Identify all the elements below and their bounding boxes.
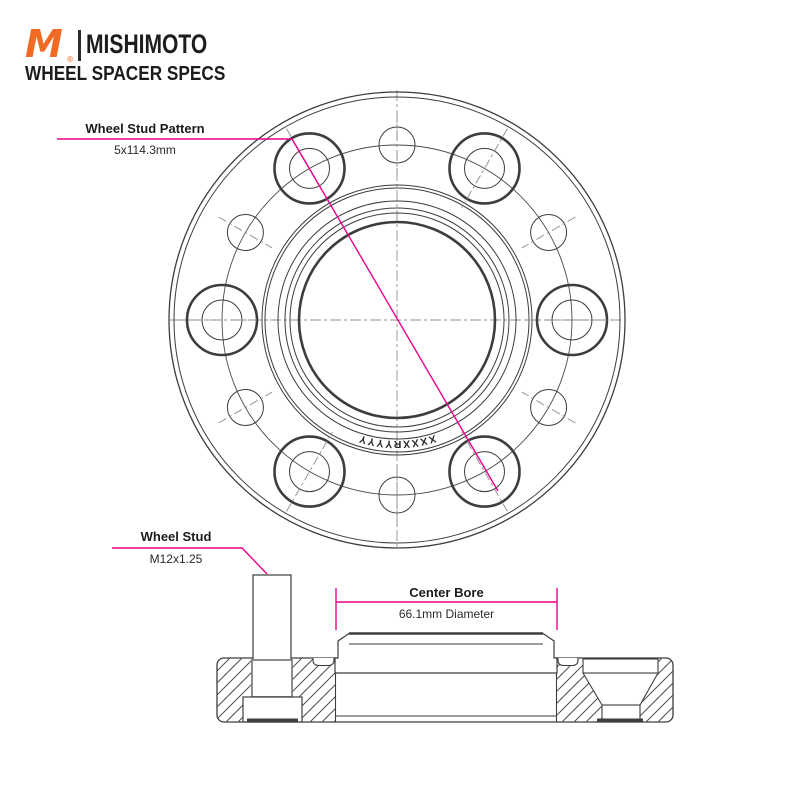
lug-hole-seat bbox=[597, 719, 643, 722]
registered-mark: ® bbox=[66, 55, 74, 64]
stud-head-seat bbox=[247, 719, 298, 722]
center-bore-value: 66.1mm Diameter bbox=[398, 607, 495, 621]
stud-pattern-value: 5x114.3mm bbox=[114, 143, 176, 157]
lug-hole bbox=[522, 390, 576, 426]
hub-boss-outline bbox=[335, 634, 557, 674]
logo-letter: M bbox=[25, 26, 63, 64]
relief-groove-right bbox=[558, 658, 578, 666]
relief-groove-left bbox=[313, 658, 334, 666]
stud-knurl bbox=[252, 660, 292, 697]
lug-hole bbox=[522, 215, 576, 251]
engraving-text: XXXXRYYYY bbox=[356, 432, 438, 451]
page-title: WHEEL SPACER SPECS bbox=[25, 62, 226, 85]
stud-head bbox=[243, 697, 302, 722]
wheel-stud bbox=[243, 575, 302, 722]
stud-shaft bbox=[253, 575, 291, 660]
center-bore-label: Center Bore bbox=[409, 585, 484, 600]
top-view bbox=[169, 90, 625, 550]
brand-wordmark: MISHIMOTO bbox=[86, 29, 208, 59]
lug-hole bbox=[219, 215, 273, 251]
wheel-stud-value: M12x1.25 bbox=[149, 552, 203, 566]
wheel-stud-label: Wheel Stud bbox=[140, 529, 212, 544]
lug-hole bbox=[219, 390, 273, 426]
stud-pattern-label: Wheel Stud Pattern bbox=[85, 121, 205, 136]
